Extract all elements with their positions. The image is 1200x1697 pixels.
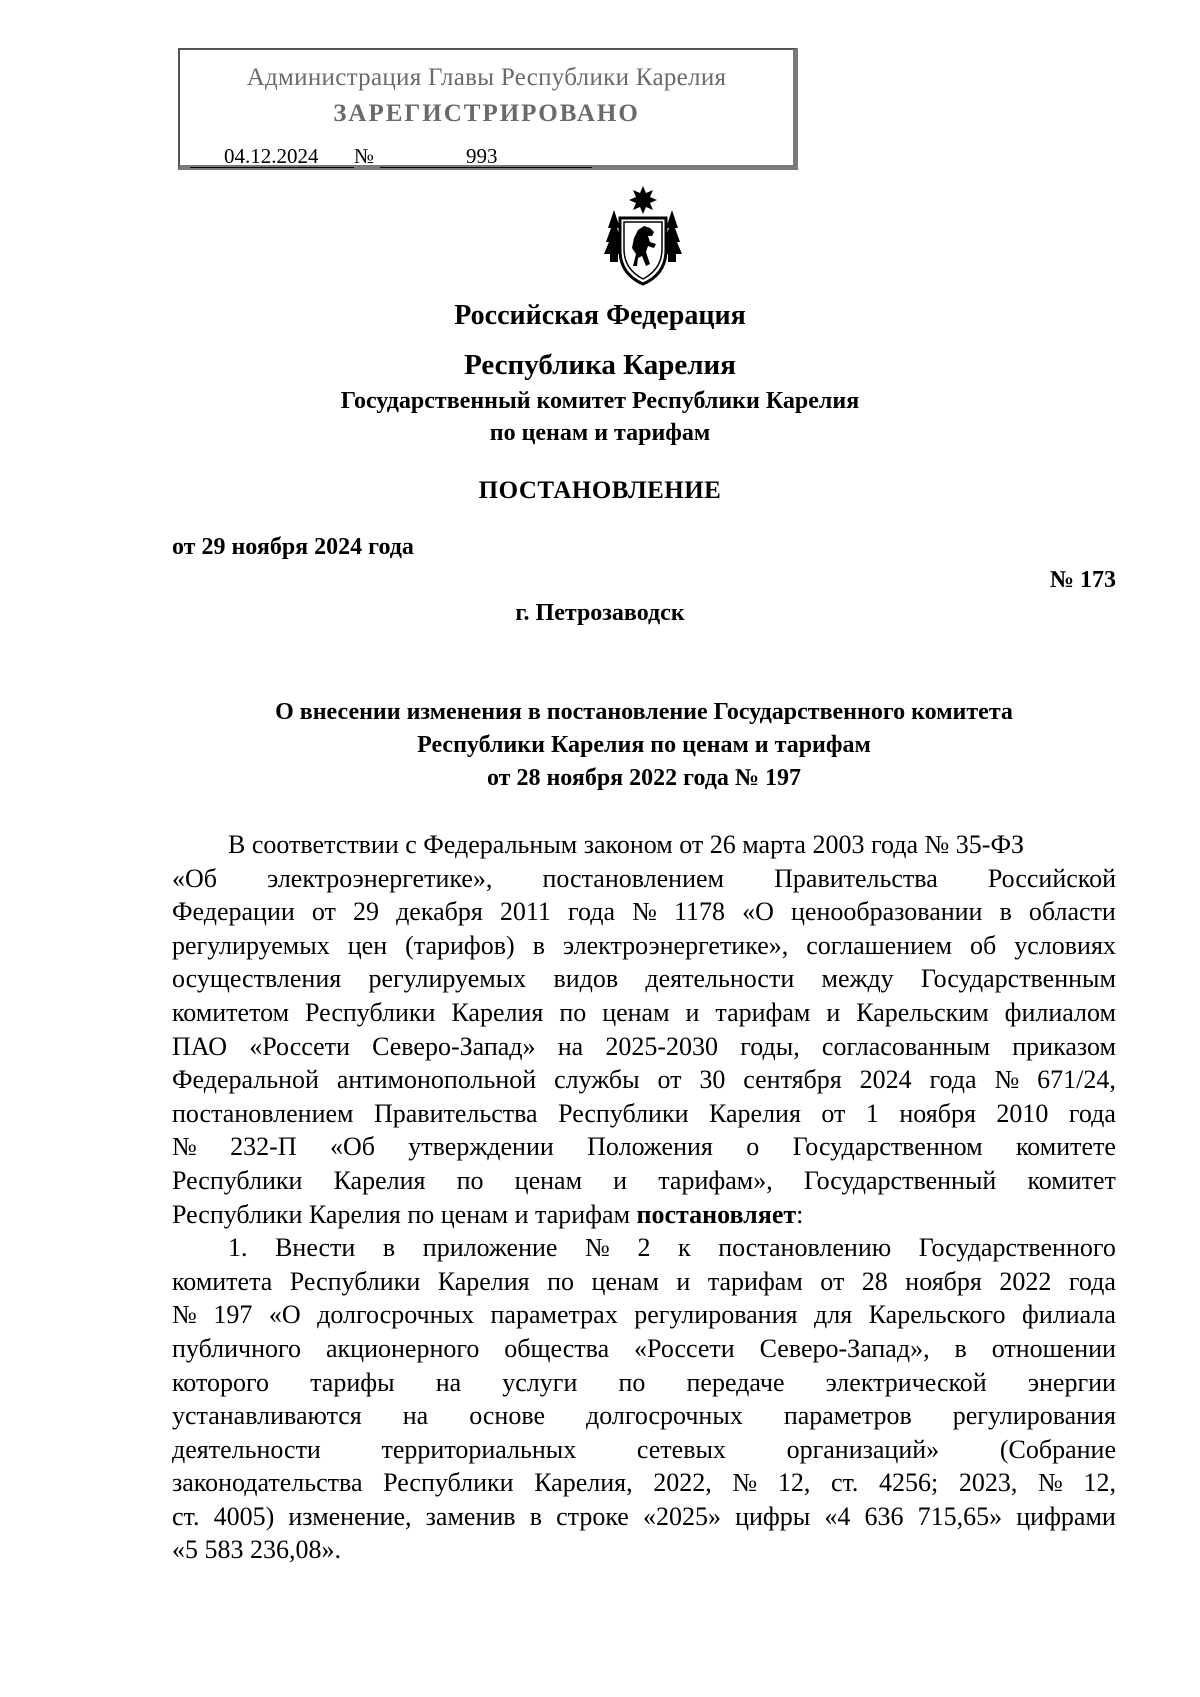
word: 671/24, [1037, 1065, 1116, 1095]
word: года [568, 897, 616, 927]
item1-line [172, 1298, 1116, 1332]
title-line: от 28 ноября 2022 года № 197 [486, 765, 802, 791]
word: и [685, 997, 700, 1027]
word: 2022 [999, 1266, 1052, 1296]
word: параметрах [490, 1300, 618, 1330]
preamble-last-text: Республики Карелия по ценам и тарифам [172, 1199, 637, 1229]
word: цифрами [1016, 1501, 1116, 1531]
word: деятельности [645, 964, 795, 994]
word: 2010 [996, 1098, 1049, 1128]
word: по [547, 1266, 575, 1296]
word: Государственный [803, 1165, 997, 1195]
word: № [732, 1468, 758, 1498]
body-line [172, 895, 1116, 929]
word: ценам [591, 1266, 659, 1296]
word: изменение, [288, 1501, 412, 1531]
word: от [820, 1266, 845, 1296]
word: регулирования [952, 1401, 1116, 1431]
word: Правительства [774, 863, 938, 893]
word: № [172, 1132, 197, 1162]
word: электроэнергетике», [562, 930, 789, 960]
word: 1 [865, 1098, 879, 1128]
word: комитете [1015, 1132, 1116, 1162]
word: по [559, 997, 587, 1027]
word: от [821, 1098, 846, 1128]
word: по [456, 1165, 484, 1195]
word: Федеральной [172, 1065, 319, 1095]
word: устанавливаются [172, 1401, 362, 1431]
word: регулирования [634, 1300, 798, 1330]
word: Республики [305, 997, 436, 1027]
word: «2025» [642, 1501, 721, 1531]
word: Северо-Запад», [759, 1333, 930, 1363]
word: 2 [637, 1233, 651, 1263]
word: Карельского [868, 1300, 1006, 1330]
word: 1178 [674, 897, 726, 927]
body-line [172, 1097, 1116, 1131]
word: к [678, 1233, 691, 1263]
word: года [929, 1065, 977, 1095]
word: между [821, 964, 894, 994]
preamble-colon: : [796, 1199, 804, 1229]
word: цен [347, 930, 388, 960]
word: «Об [172, 863, 218, 893]
word: ценам [602, 997, 670, 1027]
word: организаций» [786, 1434, 940, 1464]
word: № [1038, 1468, 1063, 1498]
word: соглашением [806, 930, 953, 960]
header-committee-line2: по ценам и тарифам [489, 420, 711, 446]
word: 12, [1083, 1468, 1116, 1498]
word: и [613, 1165, 628, 1195]
word: № [994, 1065, 1020, 1095]
word: ПАО [172, 1031, 228, 1061]
word: Карелия [451, 997, 544, 1027]
word: по [618, 1367, 646, 1397]
word: Карелия [333, 1165, 426, 1195]
word: утверждении [408, 1132, 554, 1162]
word: Внести [275, 1233, 356, 1263]
word: регулируемых [368, 964, 527, 994]
word: цифры [735, 1501, 811, 1531]
word: ценообразовании [791, 897, 983, 927]
word: ноября [899, 1098, 976, 1128]
word: комитет [1027, 1165, 1116, 1195]
word: заменив [425, 1501, 516, 1531]
word: «Об [329, 1132, 375, 1162]
word: 1. [228, 1233, 248, 1263]
header-republic: Республика Карелия [464, 349, 736, 381]
word: 28 [861, 1266, 888, 1296]
word: «О [742, 897, 774, 927]
word: «4 [824, 1501, 851, 1531]
word: Карелия [437, 1266, 530, 1296]
word: от [311, 897, 336, 927]
word: в [532, 930, 545, 960]
item1-line [172, 1231, 1116, 1265]
word: 2011 [499, 897, 551, 927]
word: сентября [743, 1065, 842, 1095]
word: Положения [587, 1132, 713, 1162]
word: Республики [383, 1468, 514, 1498]
word: территориальных [381, 1434, 577, 1464]
word: 30 [699, 1065, 726, 1095]
item1-line [172, 1399, 1116, 1433]
word: и [676, 1266, 691, 1296]
word: комитетом [172, 997, 290, 1027]
body-line: В соответствии с Федеральным законом от 26 марта 2003 года № 35-ФЗ [228, 830, 1025, 859]
word: 2024 [859, 1065, 912, 1095]
word: 12, [777, 1468, 811, 1498]
word: согласованным [821, 1031, 991, 1061]
word: антимонопольной [336, 1065, 537, 1095]
decree-word: постановляет [636, 1199, 797, 1229]
word: филиалом [1004, 997, 1116, 1027]
word: (Собрание [999, 1434, 1116, 1464]
word: в [954, 1333, 967, 1363]
word: Государственном [792, 1132, 983, 1162]
word: в [382, 1233, 396, 1263]
word: 2022, [653, 1468, 712, 1498]
word: Северо-Запад» [372, 1031, 536, 1061]
word: Республики [172, 1165, 303, 1195]
body-line [172, 929, 1116, 963]
stamp-registered: ЗАРЕГИСТРИРОВАНО [333, 100, 640, 127]
word: 2023, [958, 1468, 1018, 1498]
item1-line [172, 1433, 1116, 1467]
word: Государственным [920, 964, 1116, 994]
body-line [172, 962, 1116, 996]
item1-line [172, 1332, 1116, 1366]
word: энергии [1027, 1367, 1116, 1397]
word: Республики [289, 1266, 421, 1296]
stamp-date: 04.12.2024 [224, 144, 319, 168]
document-type: ПОСТАНОВЛЕНИЕ [478, 477, 722, 504]
word: от [657, 1065, 682, 1095]
body-line [172, 996, 1116, 1030]
word: тарифы [310, 1367, 395, 1397]
word: службы [554, 1065, 640, 1095]
word: осуществления [172, 964, 342, 994]
word: «Россети [634, 1333, 735, 1363]
word: филиала [1021, 1300, 1116, 1330]
body-line-last [172, 1198, 1116, 1232]
word: ст. [830, 1468, 859, 1498]
word: 4256; [879, 1468, 939, 1498]
word: отношении [991, 1333, 1116, 1363]
word: года [1068, 1098, 1116, 1128]
body-line [172, 1063, 1116, 1097]
word: «Россети [249, 1031, 350, 1061]
word: Карелия [708, 1098, 801, 1128]
word: 2025-2030 [605, 1031, 719, 1061]
title-line: Республики Карелия по ценам и тарифам [417, 732, 871, 758]
word: № [172, 1300, 197, 1330]
body-line [172, 1030, 1116, 1064]
header-federation: Российская Федерация [454, 300, 746, 331]
word: области [1028, 897, 1116, 927]
word: основе [469, 1401, 545, 1431]
word: и [826, 997, 841, 1027]
word: сетевых [636, 1434, 726, 1464]
word: регулируемых [172, 930, 330, 960]
stamp-registration-line [190, 144, 780, 170]
word: видов [553, 964, 619, 994]
word: публичного [172, 1333, 302, 1363]
document-title [172, 696, 1116, 795]
word: электроэнергетике», [267, 863, 493, 893]
word: деятельности [172, 1434, 321, 1464]
stamp-authority: Администрация Главы Республики Карелия [246, 64, 727, 91]
word: которого [172, 1367, 270, 1397]
word: на [557, 1031, 584, 1061]
word: № [585, 1233, 610, 1263]
word: 29 [352, 897, 379, 927]
word: постановлением [172, 1098, 354, 1128]
word: Карельским [856, 997, 989, 1027]
stamp-number-sign: № [354, 144, 375, 168]
word: 715,65» [917, 1501, 1003, 1531]
word: № [632, 897, 657, 927]
word: условиях [1014, 930, 1116, 960]
word: акционерного [325, 1333, 480, 1363]
word: в [999, 897, 1012, 927]
body-line [172, 862, 1116, 896]
word: ст. [172, 1501, 200, 1531]
body-line [172, 1164, 1116, 1198]
document-date: от 29 ноября 2024 года [172, 534, 414, 560]
word: общества [504, 1333, 610, 1363]
word: Государственного [918, 1233, 1116, 1263]
body-line [172, 1130, 1116, 1164]
word: Российской [987, 863, 1116, 893]
word: года [1068, 1266, 1116, 1296]
word: долгосрочных [317, 1300, 474, 1330]
word: строке [556, 1501, 629, 1531]
word: тарифам [715, 997, 811, 1027]
word: 636 [864, 1501, 904, 1531]
word: услуги [502, 1367, 578, 1397]
item1-line-last: «5 583 236,08». [172, 1535, 341, 1565]
word: ноября [905, 1266, 982, 1296]
word: постановлению [718, 1233, 892, 1263]
word: об [970, 930, 997, 960]
word: о [746, 1132, 760, 1162]
word: Правительства [373, 1098, 538, 1128]
word: 197 [213, 1300, 253, 1330]
word: передаче [686, 1367, 785, 1397]
stamp-gap-underline [334, 167, 354, 168]
word: приложение [422, 1233, 558, 1263]
word: тарифам», [658, 1165, 773, 1195]
word: «О [268, 1300, 301, 1330]
word: для [813, 1300, 853, 1330]
registration-stamp [178, 48, 798, 170]
word: в [529, 1501, 542, 1531]
word: Карелия, [534, 1468, 633, 1498]
word: параметров [783, 1401, 912, 1431]
document-body [172, 828, 1116, 1567]
word: законодательства [172, 1468, 363, 1498]
word: на [402, 1401, 429, 1431]
word: ценам [514, 1165, 583, 1195]
header-committee-line1: Государственный комитет Республики Карелия [340, 388, 860, 414]
word: Федерации [172, 897, 295, 927]
word: долгосрочных [585, 1401, 743, 1431]
word: Республики [558, 1098, 689, 1128]
item1-line [172, 1466, 1116, 1500]
word: приказом [1012, 1031, 1116, 1061]
stamp-number: 993 [466, 144, 498, 168]
word: годы, [740, 1031, 800, 1061]
item1-line [172, 1500, 1116, 1534]
word: тарифам [707, 1266, 803, 1296]
item1-line [172, 1265, 1116, 1299]
word: декабря [396, 897, 483, 927]
karelia-coat-of-arms-icon [600, 184, 686, 286]
word: постановлением [542, 863, 725, 893]
word: (тарифов) [405, 930, 515, 960]
word: электрической [825, 1367, 987, 1397]
word: 232-П [230, 1132, 297, 1162]
word: на [435, 1367, 462, 1397]
document-city: г. Петрозаводск [515, 600, 685, 626]
document-number: № 173 [1049, 567, 1116, 593]
item1-line [172, 1366, 1116, 1400]
word: комитета [172, 1266, 273, 1296]
title-line: О внесении изменения в постановление Государственного комитета [275, 699, 1013, 725]
word: 4005) [213, 1501, 275, 1531]
